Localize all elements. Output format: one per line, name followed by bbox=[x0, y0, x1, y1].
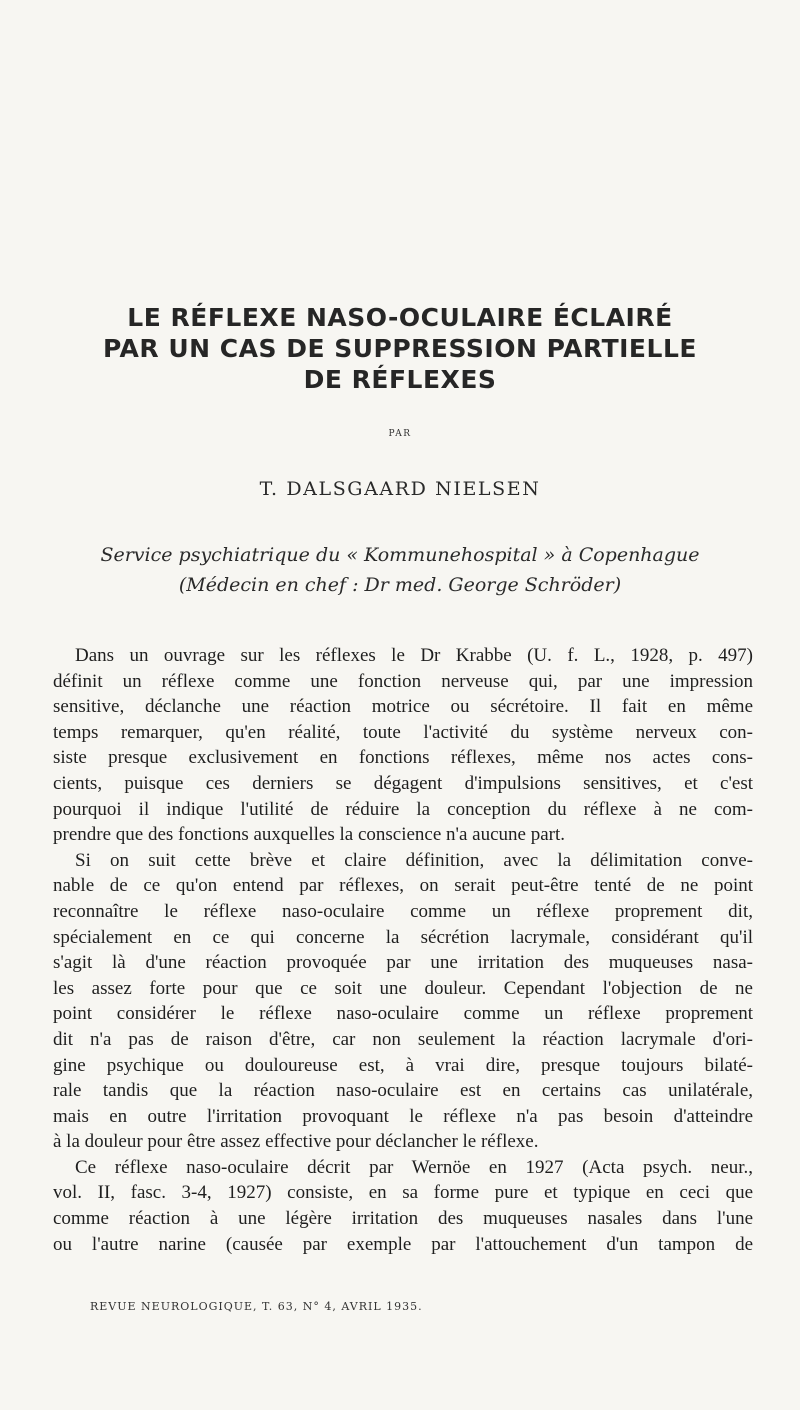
affiliation-line: Service psychiatrique du « Kommunehospital » à Copenhague bbox=[100, 544, 700, 566]
body-line: temps remarquer, qu'en réalité, toute l'activité du système nerveux con- bbox=[53, 721, 753, 743]
journal-footer: REVUE NEUROLOGIQUE, T. 63, N° 4, AVRIL 1935. bbox=[90, 1300, 423, 1313]
body-line: à la douleur pour être assez effective pour déclancher le réflexe. bbox=[53, 1131, 539, 1153]
body-line: cients, puisque ces derniers se dégagent d'impulsions sensitives, et c'est bbox=[53, 772, 753, 794]
body-line: reconnaître le réflexe naso-oculaire comme un réflexe proprement dit, bbox=[53, 900, 753, 922]
body-line: prendre que des fonctions auxquelles la conscience n'a aucune part. bbox=[53, 824, 565, 846]
title-line: LE RÉFLEXE NASO-OCULAIRE ÉCLAIRÉ bbox=[127, 303, 673, 332]
body-line: siste presque exclusivement en fonctions réflexes, même nos actes cons- bbox=[53, 747, 753, 769]
byline: PAR bbox=[388, 429, 412, 439]
body-line: rale tandis que la réaction naso-oculaire est en certains cas unilatérale, bbox=[53, 1080, 753, 1102]
title-line: PAR UN CAS DE SUPPRESSION PARTIELLE bbox=[103, 334, 697, 363]
body-line: gine psychique ou douloureuse est, à vrai dire, presque toujours bilaté- bbox=[53, 1054, 753, 1076]
body-line: ou l'autre narine (causée par exemple par l'attouchement d'un tampon de bbox=[53, 1233, 753, 1255]
title-line: DE RÉFLEXES bbox=[303, 365, 497, 394]
body-line: s'agit là d'une réaction provoquée par une irritation des muqueuses nasa- bbox=[53, 952, 753, 974]
body-line: nable de ce qu'on entend par réflexes, on serait peut-être tenté de ne point bbox=[53, 875, 753, 897]
body-line: Dans un ouvrage sur les réflexes le Dr Krabbe (U. f. L., 1928, p. 497) bbox=[75, 645, 753, 666]
body-line: mais en outre l'irritation provoquant le réflexe n'a pas besoin d'atteindre bbox=[53, 1105, 753, 1127]
body-line: dit n'a pas de raison d'être, car non seulement la réaction lacrymale d'ori- bbox=[53, 1028, 753, 1050]
body-text bbox=[53, 643, 753, 1257]
body-line: pourquoi il indique l'utilité de réduire la conception du réflexe à ne com- bbox=[53, 798, 753, 820]
body-line: spécialement en ce qui concerne la sécrétion lacrymale, considérant qu'il bbox=[53, 926, 753, 948]
body-line: Si on suit cette brève et claire définition, avec la délimitation conve- bbox=[75, 849, 753, 871]
body-line: vol. II, fasc. 3-4, 1927) consiste, en sa forme pure et typique en ceci que bbox=[53, 1182, 753, 1204]
body-line: point considérer le réflexe naso-oculaire comme un réflexe proprement bbox=[53, 1003, 753, 1025]
affiliation bbox=[60, 540, 740, 600]
body-line: Ce réflexe naso-oculaire décrit par Wernöe en 1927 (Acta psych. neur., bbox=[75, 1156, 753, 1178]
body-line: définit un réflexe comme une fonction nerveuse qui, par une impression bbox=[53, 670, 753, 692]
body-line: comme réaction à une légère irritation des muqueuses nasales dans l'une bbox=[53, 1208, 753, 1230]
affiliation-line: (Médecin en chef : Dr med. George Schröder) bbox=[178, 574, 622, 596]
author-name: T. DALSGAARD NIELSEN bbox=[259, 478, 541, 500]
body-line: sensitive, déclanche une réaction motrice ou sécrétoire. Il fait en même bbox=[53, 696, 753, 718]
body-line: les assez forte pour que ce soit une douleur. Cependant l'objection de ne bbox=[53, 977, 753, 999]
article-title bbox=[60, 302, 740, 395]
